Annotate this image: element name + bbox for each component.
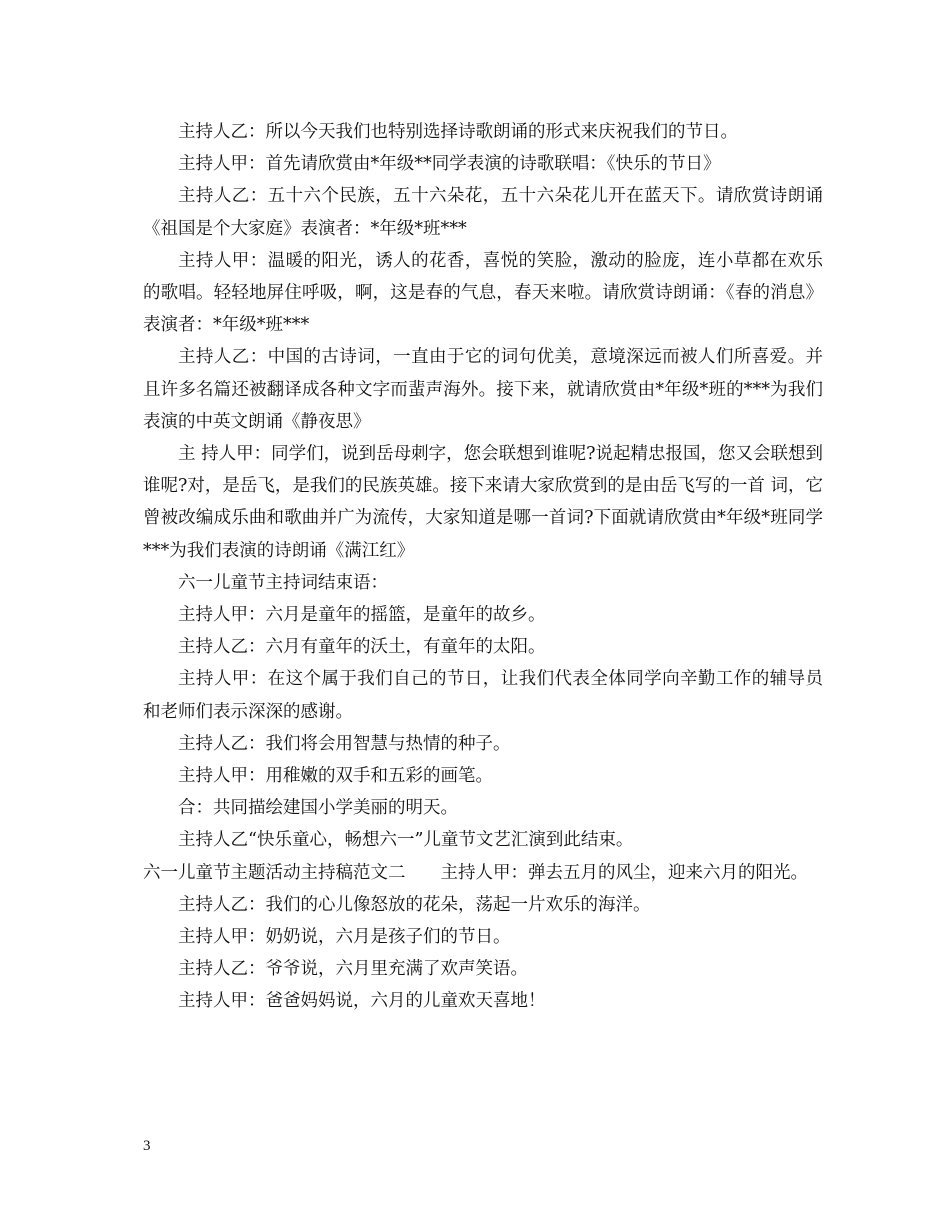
paragraph-host-a-spring-news: 主持人甲：温暖的阳光，诱人的花香，喜悦的笑脸，激动的脸庞，连小草都在欢乐的歌唱。轻轻地屏住呼吸，啊，这是春的气息，春天来啦。请欣赏诗朗诵：《春的消息》表演者：*年级*班*** [143,250,823,336]
document-body [143,116,823,1018]
paragraph-together: 合：共同描绘建国小学美丽的明天。 [178,798,458,819]
paragraph-host-a-brushes: 主持人甲：用稚嫩的双手和五彩的画笔。 [178,766,493,787]
paragraph-host-b-flowers: 主持人乙：我们的心儿像怒放的花朵，荡起一片欢乐的海洋。 [178,894,651,915]
paragraph-host-b-end: 主持人乙“快乐童心，畅想六一”儿童节文艺汇演到此结束。 [178,830,634,851]
paragraph-closing-heading: 六一儿童节主持词结束语： [178,572,388,593]
paragraph-host-a-song-medley: 主持人甲：首先请欣赏由*年级**同学表演的诗歌联唱：《快乐的节日》 [178,154,721,175]
paragraph-host-b-motherland: 主持人乙：五十六个民族，五十六朵花，五十六朵花儿开在蓝天下。请欣赏诗朗诵《祖国是个大家庭》表演者：*年级*班*** [143,186,823,239]
paragraph-host-a-man-jiang-hong: 主 持人甲：同学们，说到岳母刺字，您会联想到谁呢?说起精忠报国，您又会联想到谁呢?对，是岳飞，是我们的民族英雄。接下来请大家欣赏到的是由岳飞写的一首 词，它曾被改编成乐曲和歌曲并广为流传，大家知道是哪一首词?下面就请欣赏由*年级*班同学***为我们表演的诗朗诵《满江红》 [143,444,823,561]
paragraph-second-script-start: 六一儿童节主题活动主持稿范文二 主持人甲：弹去五月的风尘，迎来六月的阳光。 [143,862,808,883]
paragraph-host-b-grandpa: 主持人乙：爷爷说，六月里充满了欢声笑语。 [178,959,528,980]
paragraph-host-a-grandma: 主持人甲：奶奶说，六月是孩子们的节日。 [178,927,511,948]
paragraph-host-b-quiet-night: 主持人乙：中国的古诗词，一直由于它的词句优美，意境深远而被人们所喜爱。并且许多名篇还被翻译成各种文字而蜚声海外。接下来，就请欣赏由*年级*班的***为我们表演的中英文朗诵《静夜思》 [143,347,823,432]
paragraph-host-b-poetry-intro: 主持人乙：所以今天我们也特别选择诗歌朗诵的形式来庆祝我们的节日。 [178,122,738,142]
paragraph-host-a-june-cradle: 主持人甲：六月是童年的摇篮，是童年的故乡。 [178,605,546,626]
paragraph-host-b-seeds: 主持人乙：我们将会用智慧与热情的种子。 [178,733,511,754]
paragraph-host-a-thanks: 主持人甲：在这个属于我们自己的节日，让我们代表全体同学向辛勤工作的辅导员和老师们表示深深的感谢。 [143,669,823,722]
paragraph-host-b-june-soil: 主持人乙：六月有童年的沃土，有童年的太阳。 [178,637,546,658]
page-number: 3 [143,1138,151,1154]
paragraph-host-a-parents: 主持人甲：爸爸妈妈说，六月的儿童欢天喜地！ [178,991,546,1012]
